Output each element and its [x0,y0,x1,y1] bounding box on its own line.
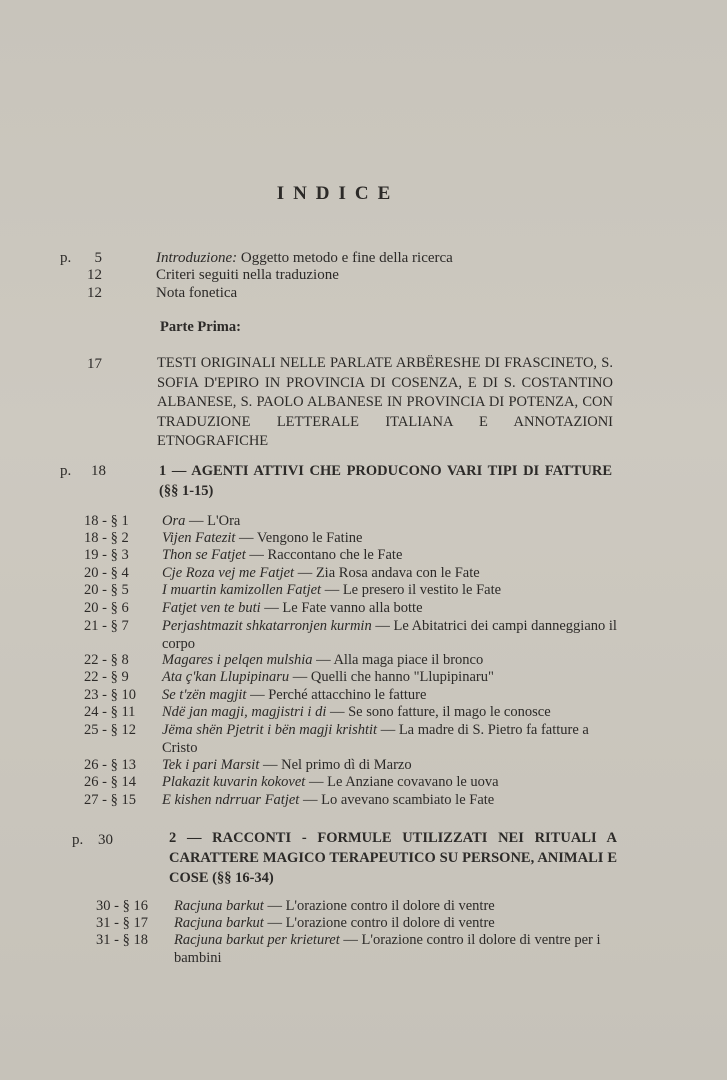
entry-title-original: Ata ç'kan Llupipinaru [162,669,290,685]
toc-entry [84,582,624,600]
entry-title-translation: — Nel primo dì di Marzo [259,757,412,773]
entry-title-original: I muartin kamizollen Fatjet [162,582,322,598]
entry-ref: 25 - § 12 [84,722,136,738]
entry-title-translation: — Se sono fatture, il mago le conosce [326,704,551,720]
toc-line-text: Oggetto metodo e fine della ricerca [237,250,453,266]
entry-ref: 20 - § 4 [84,565,129,581]
entry-title-original: Fatjet ven te buti [162,600,261,616]
toc-entry [84,600,624,618]
toc-entry [84,565,624,583]
entry-title-translation: — L'orazione contro il dolore di ventre per i bambini [174,932,601,966]
part-label: Parte Prima: [160,319,241,335]
page-number: 5 [94,250,102,266]
toc-entry [84,652,624,670]
entry-title-original: Racjuna barkut [174,915,264,931]
entry-title-original: Racjuna barkut per krieturet [174,932,340,948]
toc-entry [84,530,624,548]
entry-title-translation: — Raccontano che le Fate [245,547,403,563]
entry-title-original: E kishen ndrruar Fatjet [162,792,300,808]
toc-entry [84,618,624,653]
entry-title-original: Racjuna barkut [174,898,264,914]
page-number: 12 [87,267,102,283]
toc-entry [84,704,624,722]
toc-line-italic: Introduzione: [156,250,238,266]
entry-title-translation: — L'orazione contro il dolore di ventre [263,915,495,931]
entry-ref: 24 - § 11 [84,704,136,720]
entry-ref: 20 - § 5 [84,582,129,598]
entry-title-original: Ndë jan magji, magjistri i di [162,704,327,720]
section-heading: 1 — AGENTI ATTIVI CHE PRODUCONO VARI TIPI DI FATTURE (§§ 1-15) [159,463,612,499]
toc-entry [96,898,636,916]
entry-ref: 18 - § 2 [84,530,129,546]
page-number: 12 [87,285,102,301]
section-heading: 2 — RACCONTI - FORMULE UTILIZZATI NEI RITUALI A CARATTERE MAGICO TERAPEUTICO SU PERSONE, ANIMALI E COSE (§§ 16-34) [169,830,617,886]
page-number: 17 [87,356,102,372]
entry-title-original: Se t'zën magjit [162,687,247,703]
page-prefix: p. [60,463,72,479]
entry-title-original: Cje Roza vej me Fatjet [162,565,295,581]
part-description: TESTI ORIGINALI NELLE PARLATE ARBËRESHE DI FRASCINETO, S. SOFIA D'EPIRO IN PROVINCIA DI COSENZA, E DI S. COSTANTINO ALBANESE, S. PAOLO ALBANESE IN PROVINCIA DI POTENZA, CON TRADUZIONE LETTERALE ITALIANA E ANNOTAZIONI ETNOGRAFICHE [157,355,613,449]
entry-ref: 19 - § 3 [84,547,129,563]
entry-ref: 22 - § 9 [84,669,129,685]
entry-title-translation: — L'Ora [185,513,241,529]
toc-entry [84,669,624,687]
entry-title-original: Thon se Fatjet [162,547,246,563]
page-number: 18 [91,463,106,479]
entry-ref: 26 - § 13 [84,757,136,773]
entry-title-translation: — La madre di S. Pietro fa fatture a Cristo [162,722,589,756]
toc-entry [96,915,636,933]
entry-ref: 21 - § 7 [84,618,129,634]
entry-title-translation: — Quelli che hanno "Llupipinaru" [289,669,494,685]
entry-ref: 22 - § 8 [84,652,129,668]
toc-entry [84,757,624,775]
page-prefix: p. [72,832,84,848]
entry-ref: 18 - § 1 [84,513,129,529]
toc-line-criteri: Criteri seguiti nella traduzione [156,267,339,283]
entry-title-translation: — Alla maga piace il bronco [312,652,484,668]
entry-ref: 20 - § 6 [84,600,129,616]
page-title: INDICE [276,183,400,204]
entry-ref: 26 - § 14 [84,774,136,790]
entry-ref: 31 - § 18 [96,932,148,948]
entry-title-original: Ora [162,513,186,529]
entry-ref: 30 - § 16 [96,898,148,914]
entry-title-translation: — Zia Rosa andava con le Fate [294,565,480,581]
entry-title-translation: — Perché attacchino le fatture [246,687,427,703]
page-prefix: p. [60,250,72,266]
entry-title-original: Plakazit kuvarin kokovet [162,774,306,790]
entry-title-original: Magares i pelqen mulshia [162,652,313,668]
entry-title-translation: — L'orazione contro il dolore di ventre [263,898,495,914]
entry-title-original: Jëma shën Pjetrit i bën magji krishtit [162,722,378,738]
toc-entry [96,932,636,967]
entry-title-translation: — Le Abitatrici dei campi danneggiano il corpo [162,618,617,652]
page-number: 30 [98,832,113,848]
entry-title-translation: — Le Fate vanno alla botte [260,600,423,616]
toc-entry [84,774,624,792]
toc-entry [84,687,624,705]
entry-ref: 23 - § 10 [84,687,136,703]
toc-entry [84,547,624,565]
entry-title-original: Tek i pari Marsit [162,757,260,773]
entry-title-translation: — Lo avevano scambiato le Fate [299,792,495,808]
entry-ref: 31 - § 17 [96,915,148,931]
entry-title-translation: — Le Anziane covavano le uova [305,774,499,790]
toc-entry [84,792,624,810]
entry-ref: 27 - § 15 [84,792,136,808]
toc-entry [84,513,624,531]
toc-entry [84,722,624,757]
toc-line-nota: Nota fonetica [156,285,238,301]
entry-title-original: Perjashtmazit shkatarronjen kurmin [162,618,372,634]
entry-title-translation: — Vengono le Fatine [235,530,363,546]
entry-title-translation: — Le presero il vestito le Fate [321,582,502,598]
entry-title-original: Vijen Fatezit [162,530,236,546]
